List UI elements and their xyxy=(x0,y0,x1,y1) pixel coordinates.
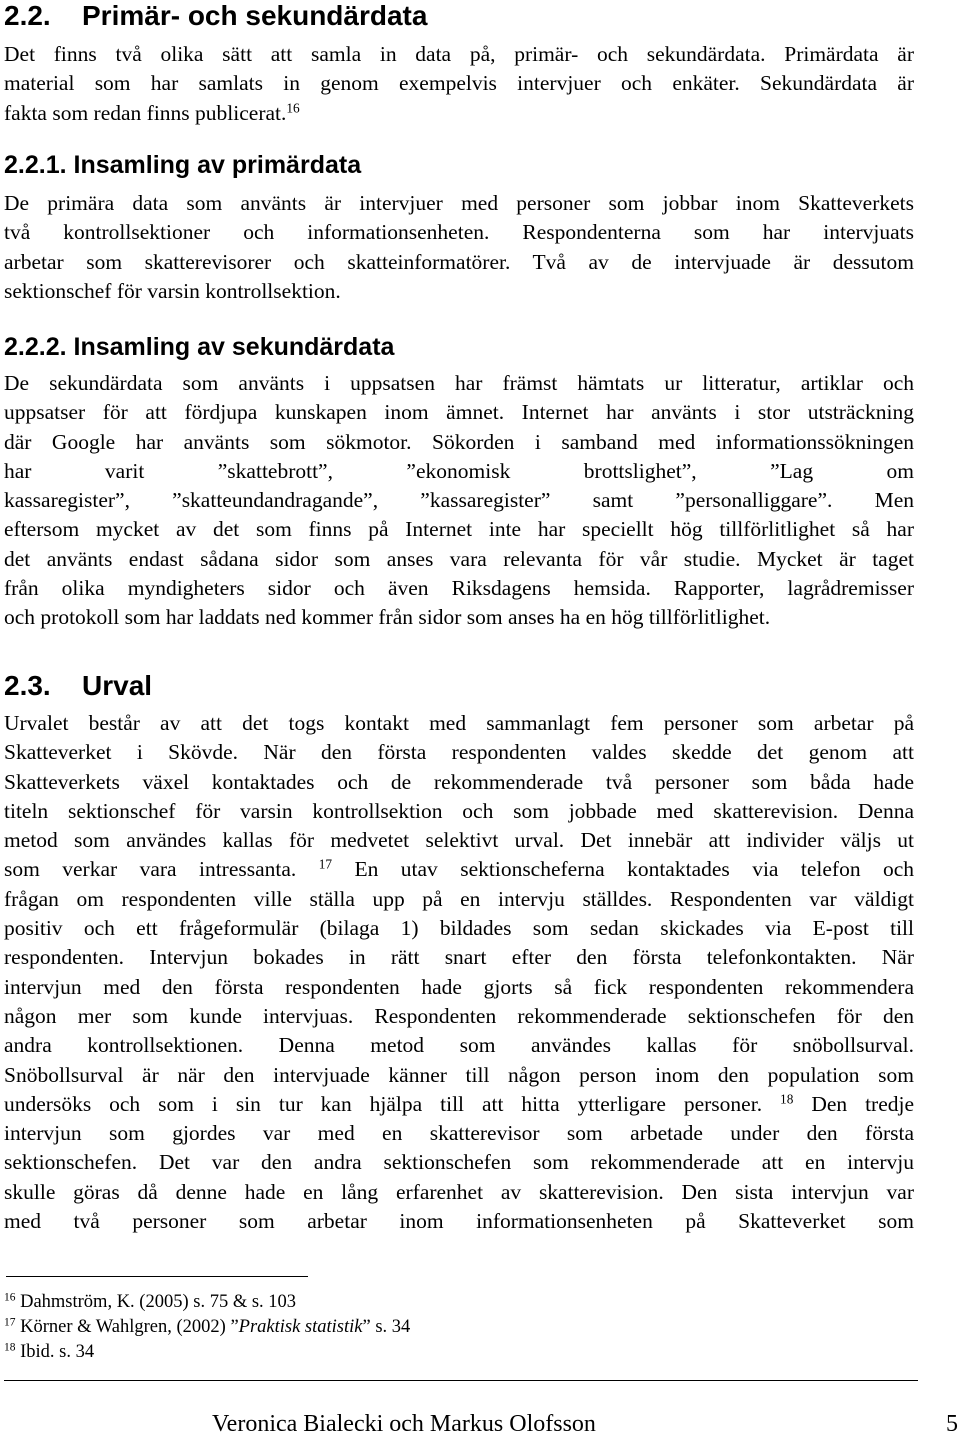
text-line: sektionschefen. Det var den andra sektionschefen som rekommenderade att en intervju xyxy=(4,1150,914,1175)
text-line xyxy=(4,855,914,884)
text-fragment xyxy=(319,857,914,881)
text-fragment: undersöks och som i sin tur kan hjälpa till att hitta ytterligare personer. xyxy=(4,1091,763,1116)
text-fragment: Den tredje xyxy=(811,1091,915,1116)
subsection-heading-2-2-2: 2.2.2. Insamling av sekundärdata xyxy=(4,333,395,361)
footnote-book-title: Praktisk statistik xyxy=(238,1317,363,1337)
footnote-ref: 17 xyxy=(318,857,333,873)
text-fragment: som verkar vara intressanta. xyxy=(4,857,297,882)
text-fragment xyxy=(780,1092,914,1116)
text-line: med två personer som arbetar inom informationsenheten på Skatteverket som xyxy=(4,1209,914,1234)
paragraph-urval xyxy=(4,709,914,1236)
text-fragment: fakta som redan finns publicerat. xyxy=(4,100,287,125)
footnote-text: Dahmström, K. (2005) s. 75 & s. 103 xyxy=(20,1292,297,1312)
text-line: kassaregister”, ”skatteundandragande”, ”kassaregister” samt ”personalliggare”. Men xyxy=(4,488,914,513)
text-line: De sekundärdata som använts i uppsatsen har främst hämtats ur litteratur, artiklar och xyxy=(4,371,914,395)
footnote-text: ” s. 34 xyxy=(362,1317,411,1337)
footnote-number: 18 xyxy=(4,1341,16,1354)
text-line: från olika myndigheters sidor och även Riksdagens hemsida. Rapporter, lagrådremisser xyxy=(4,576,914,601)
section-heading-2-3 xyxy=(4,670,152,702)
subsection-heading-2-2-1: 2.2.1. Insamling av primärdata xyxy=(4,151,362,179)
text-line: två kontrollsektioner och informationsenheten. Respondenterna som har intervjuats xyxy=(4,220,914,245)
paragraph-primary-secondary xyxy=(4,40,914,128)
text-line: någon mer som kunde intervjuas. Respondenten rekommenderade sektionschefen för den xyxy=(4,1003,914,1028)
text-line: Snöbollsurval är när den intervjuade känner till någon person inom den population som xyxy=(4,1062,914,1087)
text-line: och protokoll som har laddats ned kommer från sidor som anses ha en hög tillförlitlighet. xyxy=(4,605,771,630)
footnote-text: Ibid. s. 34 xyxy=(20,1342,95,1362)
footnote-18 xyxy=(4,1340,704,1365)
text-line: positiv och ett frågeformulär (bilaga 1) bildades som sedan skickades via E-post till xyxy=(4,916,914,941)
footnote-16 xyxy=(4,1290,704,1315)
text-line: material som har samlats in genom exempelvis intervjuer och enkäter. Sekundärdata är xyxy=(4,71,914,96)
text-line: skulle göras då denne hade en lång erfarenhet av skatterevision. Den sista intervjun var xyxy=(4,1179,914,1204)
text-line: eftersom mycket av det som finns på Internet inte har speciellt hög tillförlitlighet så har xyxy=(4,517,914,542)
text-line: frågan om respondenten ville ställa upp på en intervju ställdes. Respondenten var väldigt xyxy=(4,886,914,911)
section-heading-2-2 xyxy=(4,0,427,32)
text-line: intervjun som gjordes var med en skatterevisor som arbetade under den första xyxy=(4,1121,914,1146)
footnote-17 xyxy=(4,1315,704,1340)
footnote-separator xyxy=(6,1276,308,1277)
footer-author: Veronica Bialecki och Markus Olofsson xyxy=(212,1411,596,1437)
footer-separator xyxy=(4,1380,918,1381)
text-line: metod som användes kallas för medvetet selektivt urval. Det innebär att individer väljs ut xyxy=(4,828,914,853)
text-line: uppsatser för att fördjupa kunskapen inom ämnet. Internet har använts i stor utsträckning xyxy=(4,400,914,425)
text-line: sektionschef för varsin kontrollsektion. xyxy=(4,278,341,303)
text-line xyxy=(4,99,914,128)
text-line: De primära data som använts är intervjuer med personer som jobbar inom Skatteverkets xyxy=(4,191,914,215)
text-line: titeln sektionschef för varsin kontrollsektion och som jobbade med skatterevision. Denna xyxy=(4,798,914,823)
text-line: det använts endast sådana sidor som anses vara relevanta för vår studie. Mycket är taget xyxy=(4,546,914,571)
footnote-number: 16 xyxy=(4,1291,16,1304)
text-line: Skatteverkets växel kontaktades och de rekommenderade två personer som båda hade xyxy=(4,769,914,794)
page-number: 5 xyxy=(946,1411,958,1437)
text-line: Skatteverket i Skövde. När den första respondenten valdes skedde det genom att xyxy=(4,740,914,765)
text-line: intervjun med den första respondenten hade gjorts så fick respondenten rekommendera xyxy=(4,974,914,999)
section-title: Urval xyxy=(82,670,153,701)
text-line: Urvalet består av att det togs kontakt med sammanlagt fem personer som arbetar på xyxy=(4,711,914,735)
section-number: 2.3. xyxy=(4,670,51,701)
paragraph-primary-data xyxy=(4,189,914,306)
footnote-number: 17 xyxy=(4,1316,16,1329)
text-line: har varit ”skattebrott”, ”ekonomisk brottslighet”, ”Lag om xyxy=(4,458,914,483)
footnote-text: Körner & Wahlgren, (2002) ” xyxy=(20,1317,239,1337)
footnote-ref: 16 xyxy=(286,100,300,116)
text-line: Det finns två olika sätt att samla in data på, primär- och sekundärdata. Primärdata är xyxy=(4,42,914,66)
footnotes xyxy=(4,1290,704,1365)
text-line: arbetar som skatterevisorer och skatteinformatörer. Två av de intervjuade är dessutom xyxy=(4,249,914,274)
paragraph-secondary-data xyxy=(4,369,914,633)
section-title: Primär- och sekundärdata xyxy=(82,0,428,31)
section-number: 2.2. xyxy=(4,0,51,31)
text-line xyxy=(4,1090,914,1119)
text-line: där Google har använts som sökmotor. Sökorden i samband med informationssökningen xyxy=(4,429,914,454)
text-fragment: En utav sektionscheferna kontaktades via telefon och xyxy=(354,857,915,882)
footnote-ref: 18 xyxy=(780,1091,794,1107)
text-line: respondenten. Intervjun bokades in rätt snart efter den första telefonkontakten. När xyxy=(4,945,914,970)
text-line: andra kontrollsektionen. Denna metod som användes kallas för snöbollsurval. xyxy=(4,1033,914,1058)
